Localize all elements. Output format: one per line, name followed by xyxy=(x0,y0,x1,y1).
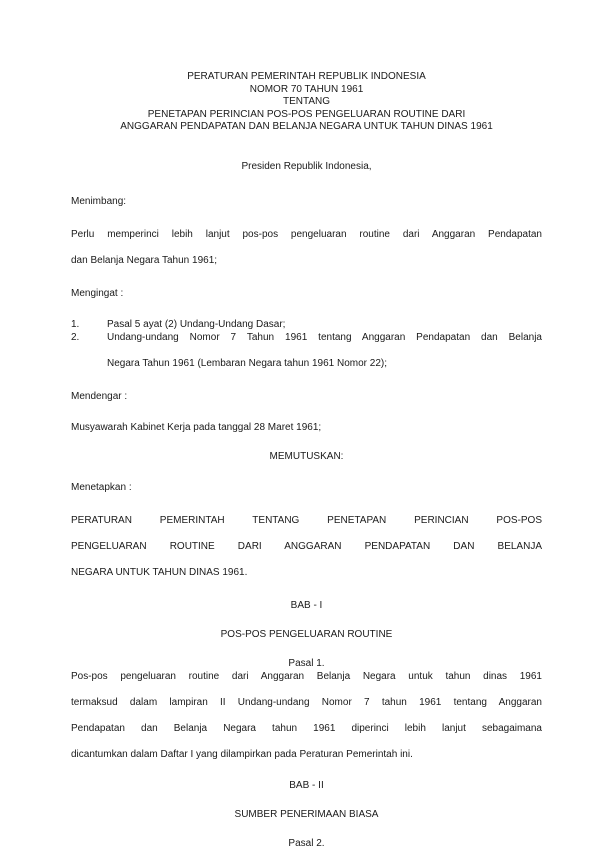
stipulating-paragraph xyxy=(71,514,542,579)
list-item-number: 1. xyxy=(71,318,80,330)
stipulating-line-2: PENGELUARAN ROUTINE DARI ANGGARAN PENDAPATAN DAN BELANJA xyxy=(71,540,542,552)
title-line-4: PENETAPAN PERINCIAN POS-POS PENGELUARAN ROUTINE DARI xyxy=(147,108,466,120)
spacer xyxy=(71,403,542,421)
chapter-label-1: BAB - I xyxy=(290,599,323,611)
spacer xyxy=(71,370,542,390)
list-item-line: Undang-undang Nomor 7 Tahun 1961 tentang Anggaran Pendapatan dan Belanja xyxy=(107,331,542,343)
document-title-block xyxy=(71,71,542,134)
spacer xyxy=(71,494,542,514)
article-line-1: Pos-pos pengeluaran routine dari Anggaran Belanja Negara untuk tahun dinas 1961 xyxy=(71,670,542,682)
article-paragraph-1 xyxy=(71,670,542,761)
spacer xyxy=(71,434,542,450)
title-line-1: PERATURAN PEMERINTAH REPUBLIK INDONESIA xyxy=(187,71,426,82)
stipulating-label: Menetapkan : xyxy=(71,481,132,493)
considering-label: Menimbang: xyxy=(71,195,127,207)
article-line-2: termaksud dalam lampiran II Undang-undang Nomor 7 tahun 1961 tentang Anggaran xyxy=(71,696,542,708)
recalling-list xyxy=(71,318,542,370)
spacer xyxy=(71,761,542,779)
chapter-heading-2: SUMBER PENERIMAAN BIASA xyxy=(234,808,379,820)
spacer xyxy=(71,300,542,318)
spacer xyxy=(71,463,542,481)
considering-paragraph xyxy=(71,228,542,267)
list-item-line: Negara Tahun 1961 (Lembaran Negara tahun 1961 Nomor 22); xyxy=(107,357,387,369)
title-line-5: ANGGARAN PENDAPATAN DAN BELANJA NEGARA UNTUK TAHUN DINAS 1961 xyxy=(120,121,493,132)
article-label-1: Pasal 1. xyxy=(288,657,325,669)
considering-line-1: Perlu memperinci lebih lanjut pos-pos pengeluaran routine dari Anggaran Pendapatan xyxy=(71,228,542,240)
stipulating-line-3: NEGARA UNTUK TAHUN DINAS 1961. xyxy=(71,566,248,578)
hearing-label: Mendengar : xyxy=(71,390,128,402)
spacer xyxy=(71,641,542,657)
list-item-line: Pasal 5 ayat (2) Undang-Undang Dasar; xyxy=(107,318,286,330)
article-label-2: Pasal 2. xyxy=(288,837,325,849)
spacer xyxy=(71,612,542,628)
spacer xyxy=(71,579,542,599)
considering-line-2: dan Belanja Negara Tahun 1961; xyxy=(71,254,218,266)
spacer xyxy=(71,792,542,808)
spacer xyxy=(71,134,542,160)
list-item xyxy=(71,318,542,331)
spacer xyxy=(71,173,542,195)
chapter-heading-1: POS-POS PENGELUARAN ROUTINE xyxy=(220,628,393,640)
list-item xyxy=(71,331,542,370)
article-line-3: Pendapatan dan Belanja Negara tahun 1961 diperinci lebih lanjut sebagaimana xyxy=(71,722,542,734)
recalling-label: Mengingat : xyxy=(71,287,124,299)
stipulating-line-1: PERATURAN PEMERINTAH TENTANG PENETAPAN PERINCIAN POS-POS xyxy=(71,514,542,526)
list-item-body xyxy=(107,331,542,370)
chapter-label-2: BAB - II xyxy=(289,779,324,791)
decision-heading: MEMUTUSKAN: xyxy=(269,450,344,462)
issuing-authority: Presiden Republik Indonesia, xyxy=(241,160,372,172)
list-item-body xyxy=(107,318,542,331)
spacer xyxy=(71,267,542,287)
spacer xyxy=(71,821,542,837)
list-item-number: 2. xyxy=(71,331,80,343)
hearing-text: Musyawarah Kabinet Kerja pada tanggal 28 Maret 1961; xyxy=(71,421,322,433)
title-line-2: NOMOR 70 TAHUN 1961 xyxy=(249,83,364,95)
article-line-4: dicantumkan dalam Daftar I yang dilampirkan pada Peraturan Pemerintah ini. xyxy=(71,748,413,760)
spacer xyxy=(71,208,542,228)
title-line-3: TENTANG xyxy=(282,96,331,107)
document-body xyxy=(71,71,542,850)
